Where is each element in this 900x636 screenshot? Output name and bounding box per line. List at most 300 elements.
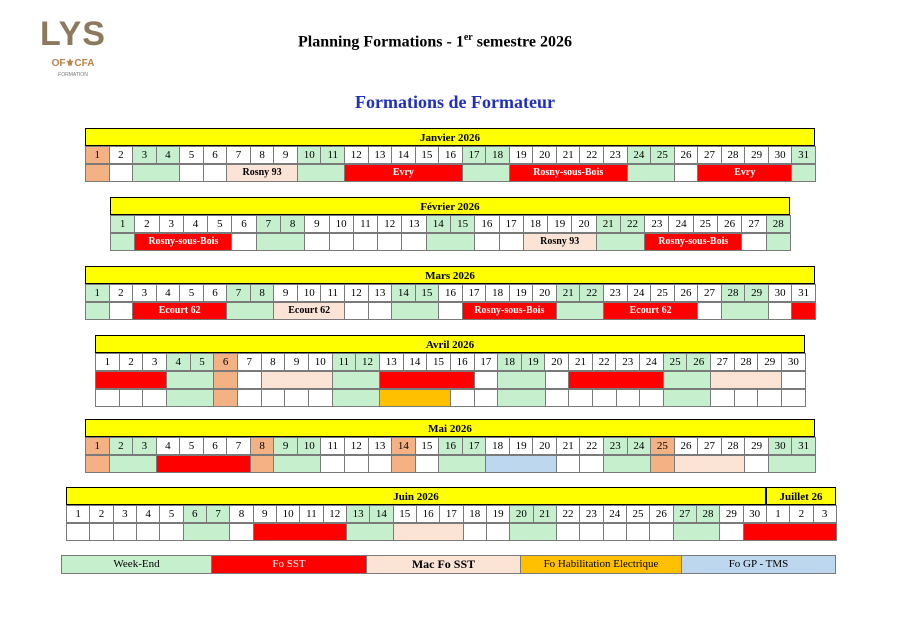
- day-number: 12: [355, 353, 380, 371]
- day-number: 25: [693, 215, 718, 233]
- event-cell-empty: [474, 233, 499, 251]
- day-number: 8: [229, 505, 253, 523]
- event-we: [766, 233, 791, 251]
- day-number: 4: [136, 505, 160, 523]
- day-number: 12: [377, 215, 402, 233]
- legend-mac: Mac Fo SST: [366, 555, 521, 574]
- event-cell-empty: [545, 389, 570, 407]
- event-we: [556, 302, 604, 320]
- day-number: 22: [579, 146, 604, 164]
- event-mac: Ecourt 62: [273, 302, 345, 320]
- day-number: 22: [592, 353, 617, 371]
- legend-we: Week-End: [61, 555, 212, 574]
- legend: [61, 555, 835, 574]
- day-number: 28: [696, 505, 720, 523]
- event-cell-empty: [304, 233, 329, 251]
- day-number: 21: [596, 215, 621, 233]
- event-sst: Rosny-sous-Bois: [509, 164, 628, 182]
- event-sst: Evry: [344, 164, 463, 182]
- event-cell-empty: [649, 523, 673, 541]
- month-title: Avril 2026: [95, 335, 805, 353]
- month-juin: [66, 487, 836, 541]
- day-number: 17: [462, 146, 487, 164]
- event-cell-empty: [486, 523, 510, 541]
- event-cell-empty: [545, 371, 570, 389]
- day-number: 18: [485, 146, 510, 164]
- day-number: 17: [439, 505, 463, 523]
- event-sst: Rosny-sous-Bois: [462, 302, 557, 320]
- event-mac: [393, 523, 464, 541]
- day-number: 17: [499, 215, 524, 233]
- event-cell-empty: [344, 302, 369, 320]
- day-number: 11: [299, 505, 323, 523]
- day-number: 29: [744, 437, 769, 455]
- event-cell-empty: [616, 389, 641, 407]
- event-cell-empty: [344, 455, 369, 473]
- day-number: 16: [474, 215, 499, 233]
- day-number: 25: [650, 284, 675, 302]
- day-number: 11: [353, 215, 378, 233]
- day-number: 4: [166, 353, 191, 371]
- event-we: [332, 371, 380, 389]
- day-number: 28: [721, 437, 746, 455]
- event-hol: [250, 455, 275, 473]
- event-cell-empty: [719, 523, 743, 541]
- day-number: 18: [463, 505, 487, 523]
- day-number: 25: [650, 146, 675, 164]
- event-we: [768, 455, 816, 473]
- day-number: 8: [261, 353, 286, 371]
- month-title: Mars 2026: [85, 266, 815, 284]
- day-number: 21: [556, 284, 581, 302]
- title-suffix: semestre 2026: [472, 33, 572, 51]
- day-number: 16: [438, 284, 463, 302]
- month-mai: [85, 419, 815, 473]
- day-number: 28: [734, 353, 759, 371]
- event-cell-empty: [89, 523, 113, 541]
- day-number: 2: [789, 505, 813, 523]
- day-number: 30: [781, 353, 806, 371]
- day-number: 6: [231, 215, 256, 233]
- day-number: 12: [344, 284, 369, 302]
- day-number: 16: [438, 437, 463, 455]
- event-cell-empty: [781, 389, 806, 407]
- day-number: 2: [109, 146, 134, 164]
- day-number: 21: [533, 505, 557, 523]
- day-number: 26: [674, 284, 699, 302]
- event-hol: [650, 455, 675, 473]
- title-sup: er: [463, 32, 473, 43]
- day-number: 23: [603, 146, 628, 164]
- day-number: 5: [179, 437, 204, 455]
- month-title: Février 2026: [110, 197, 790, 215]
- day-number: 6: [183, 505, 207, 523]
- day-number: 5: [179, 146, 204, 164]
- day-number: 14: [426, 215, 451, 233]
- day-number: 21: [568, 353, 593, 371]
- day-number: 3: [113, 505, 137, 523]
- day-number: 15: [450, 215, 475, 233]
- day-number: 2: [109, 284, 134, 302]
- legend-gp: Fo GP - TMS: [681, 555, 836, 574]
- day-number: 7: [256, 215, 281, 233]
- day-number: 20: [532, 146, 557, 164]
- event-cell-empty: [320, 455, 345, 473]
- day-number: 29: [744, 146, 769, 164]
- day-number: 24: [668, 215, 693, 233]
- day-number: 26: [717, 215, 742, 233]
- title-prefix: Planning Formations - 1: [298, 33, 464, 51]
- event-cell-empty: [179, 164, 204, 182]
- day-number: 14: [403, 353, 428, 371]
- subtitle: Formations de Formateur: [355, 92, 555, 112]
- day-number: 13: [379, 353, 404, 371]
- day-number: 23: [579, 505, 603, 523]
- day-number: 3: [813, 505, 837, 523]
- day-number: 24: [603, 505, 627, 523]
- day-number: 28: [721, 284, 746, 302]
- day-number: 17: [462, 437, 487, 455]
- event-cell-empty: [741, 233, 766, 251]
- event-we: [332, 389, 380, 407]
- day-number: 4: [156, 284, 181, 302]
- event-sst: Evry: [697, 164, 792, 182]
- event-cell-empty: [368, 302, 393, 320]
- event-we: [109, 455, 157, 473]
- event-gp: [485, 455, 557, 473]
- logo-sub: OF⚜CFA: [51, 58, 95, 69]
- event-cell-empty: [757, 389, 782, 407]
- event-cell-empty: [66, 523, 90, 541]
- event-cell-empty: [203, 164, 228, 182]
- event-cell-empty: [781, 371, 806, 389]
- day-number: 12: [344, 437, 369, 455]
- day-number: 23: [603, 284, 628, 302]
- day-number: 22: [556, 505, 580, 523]
- event-cell-empty: [734, 389, 759, 407]
- day-number: 28: [766, 215, 791, 233]
- day-number: 12: [323, 505, 347, 523]
- event-cell-empty: [474, 389, 499, 407]
- event-cell-empty: [556, 523, 580, 541]
- day-number: 5: [179, 284, 204, 302]
- day-number: 30: [768, 437, 793, 455]
- day-number: 27: [697, 437, 722, 455]
- day-number: 26: [674, 146, 699, 164]
- event-sst: [743, 523, 837, 541]
- day-number: 12: [344, 146, 369, 164]
- event-we: [391, 302, 439, 320]
- event-cell-empty: [499, 233, 524, 251]
- event-sst: Ecourt 62: [603, 302, 698, 320]
- day-number: 10: [329, 215, 354, 233]
- event-we: [791, 164, 816, 182]
- day-number: 8: [250, 284, 275, 302]
- event-cell-empty: [119, 389, 144, 407]
- day-number: 23: [603, 437, 628, 455]
- day-number: 7: [226, 146, 251, 164]
- event-cell-empty: [592, 389, 617, 407]
- event-cell-empty: [401, 233, 426, 251]
- day-number: 25: [626, 505, 650, 523]
- day-number: 16: [438, 146, 463, 164]
- event-hol: [85, 455, 110, 473]
- event-sst: [791, 302, 816, 320]
- day-number: 9: [284, 353, 309, 371]
- day-number: 18: [523, 215, 548, 233]
- event-sst: Rosny-sous-Bois: [134, 233, 232, 251]
- event-cell-empty: [579, 523, 603, 541]
- event-hol: [391, 455, 416, 473]
- event-we: [673, 523, 721, 541]
- legend-hab: Fo Habilitation Electrique: [520, 555, 682, 574]
- event-cell-empty: [463, 523, 487, 541]
- day-number: 19: [521, 353, 546, 371]
- logo-main: LYS: [39, 15, 106, 53]
- event-cell-empty: [568, 389, 593, 407]
- event-mac: Rosny 93: [226, 164, 298, 182]
- day-number: 19: [509, 146, 534, 164]
- event-cell-empty: [237, 371, 262, 389]
- day-number: 1: [766, 505, 790, 523]
- day-number: 4: [156, 437, 181, 455]
- day-number: 9: [273, 284, 298, 302]
- day-number: 15: [415, 437, 440, 455]
- day-number: 29: [744, 284, 769, 302]
- month-title: Mai 2026: [85, 419, 815, 437]
- event-cell-empty: [231, 233, 256, 251]
- day-number: 23: [644, 215, 669, 233]
- day-number: 9: [304, 215, 329, 233]
- day-number: 11: [320, 146, 345, 164]
- event-cell-empty: [109, 164, 134, 182]
- event-cell-empty: [329, 233, 354, 251]
- day-number: 13: [401, 215, 426, 233]
- event-sst: Rosny-sous-Bois: [644, 233, 742, 251]
- event-cell-empty: [113, 523, 137, 541]
- event-we: [256, 233, 306, 251]
- event-sst: [568, 371, 664, 389]
- event-we: [273, 455, 321, 473]
- event-we: [603, 455, 651, 473]
- event-cell-empty: [450, 389, 475, 407]
- event-cell-empty: [639, 389, 664, 407]
- day-number: 10: [276, 505, 300, 523]
- day-number: 10: [297, 146, 322, 164]
- event-cell-empty: [237, 389, 262, 407]
- day-number: 11: [320, 437, 345, 455]
- event-we: [346, 523, 394, 541]
- day-number: 6: [203, 146, 228, 164]
- day-number: 3: [132, 284, 157, 302]
- event-cell-empty: [142, 389, 167, 407]
- event-we: [497, 389, 545, 407]
- event-cell-empty: [626, 523, 650, 541]
- day-number: 7: [206, 505, 230, 523]
- event-mac: [710, 371, 782, 389]
- day-number: 8: [250, 146, 275, 164]
- event-mac: Rosny 93: [523, 233, 597, 251]
- day-number: 31: [791, 437, 816, 455]
- month-title: Janvier 2026: [85, 128, 815, 146]
- event-we: [627, 164, 675, 182]
- day-number: 16: [450, 353, 475, 371]
- event-cell-empty: [603, 523, 627, 541]
- day-number: 11: [332, 353, 357, 371]
- event-cell-empty: [95, 389, 120, 407]
- day-number: 6: [203, 437, 228, 455]
- event-cell-empty: [284, 389, 309, 407]
- day-number: 10: [297, 284, 322, 302]
- event-we: [297, 164, 345, 182]
- day-number: 30: [768, 146, 793, 164]
- day-number: 4: [156, 146, 181, 164]
- day-number: 5: [207, 215, 232, 233]
- day-number: 15: [415, 284, 440, 302]
- day-number: 7: [226, 437, 251, 455]
- event-sst: [156, 455, 251, 473]
- event-cell-empty: [438, 302, 463, 320]
- day-number: 8: [250, 437, 275, 455]
- day-number: 11: [320, 284, 345, 302]
- month-janvier: [85, 128, 815, 182]
- event-we: [166, 389, 214, 407]
- day-number: 17: [462, 284, 487, 302]
- month-avril: [95, 335, 805, 407]
- event-cell-empty: [353, 233, 378, 251]
- month-title-next: Juillet 26: [766, 487, 836, 505]
- month-title: Juin 2026: [66, 487, 766, 505]
- day-number: 22: [579, 284, 604, 302]
- event-sst: [379, 371, 475, 389]
- day-number: 24: [627, 146, 652, 164]
- day-number: 27: [697, 146, 722, 164]
- day-number: 1: [85, 284, 110, 302]
- day-number: 3: [159, 215, 184, 233]
- logo: [38, 14, 108, 94]
- day-number: 28: [721, 146, 746, 164]
- event-we: [462, 164, 510, 182]
- day-number: 10: [308, 353, 333, 371]
- day-number: 24: [639, 353, 664, 371]
- day-number: 14: [391, 146, 416, 164]
- day-number: 27: [673, 505, 697, 523]
- event-cell-empty: [556, 455, 581, 473]
- day-number: 30: [768, 284, 793, 302]
- day-number: 6: [203, 284, 228, 302]
- day-number: 20: [509, 505, 533, 523]
- day-number: 27: [697, 284, 722, 302]
- day-number: 3: [132, 437, 157, 455]
- event-we: [183, 523, 231, 541]
- day-number: 10: [297, 437, 322, 455]
- event-we: [85, 302, 110, 320]
- day-number: 26: [686, 353, 711, 371]
- day-number: 19: [486, 505, 510, 523]
- day-number: 25: [650, 437, 675, 455]
- event-we: [663, 389, 711, 407]
- event-we: [509, 523, 557, 541]
- event-cell-empty: [261, 389, 286, 407]
- day-number: 15: [415, 146, 440, 164]
- event-cell-empty: [674, 164, 699, 182]
- event-cell-empty: [768, 302, 793, 320]
- event-cell-empty: [109, 302, 134, 320]
- day-number: 14: [391, 437, 416, 455]
- day-number: 18: [497, 353, 522, 371]
- event-we: [663, 371, 711, 389]
- day-number: 6: [213, 353, 238, 371]
- day-number: 15: [426, 353, 451, 371]
- day-number: 14: [391, 284, 416, 302]
- day-number: 21: [556, 437, 581, 455]
- day-number: 18: [485, 437, 510, 455]
- day-number: 17: [474, 353, 499, 371]
- day-number: 23: [615, 353, 640, 371]
- event-sst: [253, 523, 347, 541]
- event-we: [426, 233, 476, 251]
- day-number: 13: [368, 146, 393, 164]
- month-fevrier: [110, 197, 790, 251]
- event-cell-empty: [368, 455, 393, 473]
- day-number: 9: [273, 437, 298, 455]
- day-number: 13: [346, 505, 370, 523]
- event-sst: [95, 371, 167, 389]
- day-number: 16: [416, 505, 440, 523]
- day-number: 26: [649, 505, 673, 523]
- event-cell-empty: [377, 233, 402, 251]
- event-cell-empty: [697, 302, 722, 320]
- day-number: 2: [109, 437, 134, 455]
- day-number: 20: [532, 437, 557, 455]
- day-number: 3: [142, 353, 167, 371]
- event-we: [721, 302, 769, 320]
- day-number: 22: [620, 215, 645, 233]
- event-cell-empty: [159, 523, 183, 541]
- day-number: 3: [132, 146, 157, 164]
- day-number: 29: [757, 353, 782, 371]
- day-number: 5: [159, 505, 183, 523]
- day-number: 15: [393, 505, 417, 523]
- day-number: 24: [627, 284, 652, 302]
- day-number: 4: [183, 215, 208, 233]
- event-hab: [379, 389, 451, 407]
- event-we: [497, 371, 545, 389]
- day-number: 30: [743, 505, 767, 523]
- event-mac: [674, 455, 746, 473]
- day-number: 2: [119, 353, 144, 371]
- event-we: [132, 164, 180, 182]
- day-number: 14: [369, 505, 393, 523]
- day-number: 20: [544, 353, 569, 371]
- day-number: 21: [556, 146, 581, 164]
- day-number: 1: [85, 437, 110, 455]
- day-number: 20: [532, 284, 557, 302]
- day-number: 1: [95, 353, 120, 371]
- day-number: 31: [791, 146, 816, 164]
- day-number: 1: [110, 215, 135, 233]
- event-we: [110, 233, 135, 251]
- day-number: 9: [253, 505, 277, 523]
- logo-sub2: FORMATION: [58, 72, 88, 78]
- day-number: 19: [547, 215, 572, 233]
- day-number: 27: [741, 215, 766, 233]
- event-we: [166, 371, 214, 389]
- day-number: 8: [280, 215, 305, 233]
- day-number: 13: [368, 284, 393, 302]
- day-number: 31: [791, 284, 816, 302]
- day-number: 7: [237, 353, 262, 371]
